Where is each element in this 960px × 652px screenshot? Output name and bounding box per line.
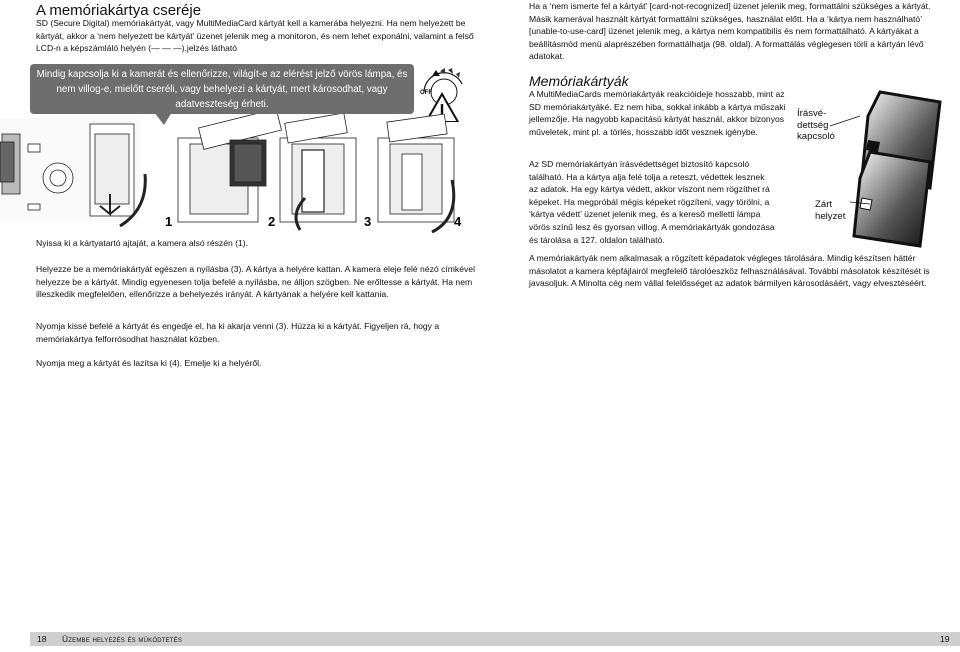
step-number-2: 2	[268, 214, 276, 229]
mmc-paragraph: A MultiMediaCards memóriakártyák reakcióideje hosszabb, mint az SD memóriakártyáké. Ez nem hiba, sokkal inkább a kártya műszaki jellemzője. Ha nagyobb kapacitású kártyát használ, akkor bizonyos műveletek, mint pl. a törlés, hosszabb időt vesznek igénybe.	[529, 89, 786, 137]
sd-paragraph: Az SD memóriakártyán írásvédettséget biztosító kapcsoló található. Ha a kártya alja felé tolja a reteszt, védettek lesznek az adatok. Ha egy kártya védett, akkor viszont nem rögzíthet rá képeket. Ha megpróbál mégis képeket rögzíteni, vagy törölni, a ‘kártya védett’ üzenet jelenik meg, és a kereső melletti lámpa vörös színű lesz és gyorsan villog. A memóriakártyák gondozása és tárolása a 127. oldalon található.	[529, 159, 775, 245]
step-number-3: 3	[364, 214, 372, 229]
step-1-text: Nyissa ki a kártyatartó ajtaját, a kamera alsó részén (1).	[36, 238, 249, 248]
intro-paragraph: SD (Secure Digital) memóriakártyát, vagy MultiMediaCard kártyát kell a kamerába helyezni. Ha nem helyezett be kártyát, akkor a ‘nem helyezett be kártyát’ üzenet jelenik meg a monitoron, és nem lehet exponálni, valamint a felső LCD-n a képszámláló helyén (— — —).jelzés látható	[36, 18, 474, 54]
page-number-left: 18	[37, 634, 47, 644]
step-number-4: 4	[454, 214, 462, 229]
format-note: Ha a ‘nem ismerte fel a kártyát’ [card-not-recognized] üzenet jelenik meg, formattálni szükséges a kártyát. Másik kamerával használt kártyát formattálni szükséges, használat előtt. Ha a ‘kártya nem használható’ [unable-to-use-card] üzenet jelenik meg, a kártya nem kompatibilis és nem formattálható. A kártyákat a beállításmód menü alaprészében formattálhatja (98. oldal). A formattálás véglegesen törli a kártyán lévő adatokat.	[529, 1, 931, 62]
sd-card-illustration	[780, 80, 950, 250]
card-insertion-illustrations	[0, 114, 470, 234]
footer-section-title: Üzembe helyezés és működtetés	[62, 634, 183, 644]
locked-position-label: Zárt helyzet	[815, 199, 846, 222]
step-3-text: Nyomja kissé befelé a kártyát és engedje el, ha ki akarja venni (3). Húzza ki a kártyát. Figyeljen rá, hogy a memóriakártya felforrósodhat használat közben.	[36, 321, 440, 344]
step-4-text: Nyomja meg a kártyát és lazítsa ki (4). Emelje ki a helyéről.	[36, 358, 262, 368]
dial-off-label: OFF	[420, 90, 432, 96]
warning-box: Mindig kapcsolja ki a kamerát és ellenőrizze, világít-e az elérést jelző vörös lámpa, és nem villog-e, mielőtt cseréli, vagy behelyezi a kártyát, mert károsodhat, vagy adatveszteség érheti.	[30, 64, 414, 114]
step-2-text: Helyezze be a memóriakártyát egészen a nyílásba (3). A kártya a helyére kattan. A kamera eleje felé nézó címkével helyezze be a kártyát. Mindig egyenesen tolja befelé a nyílásba, ne álljon szögben. Ne erőltesse a kártyát. Ha nem illeszkedik megfelelően, ellenőrizze a behelyezés irányát. A kártyának a helyére kell kattania.	[36, 264, 475, 300]
step-number-1: 1	[165, 214, 173, 229]
memory-cards-heading: Memóriakártyák	[529, 73, 629, 89]
storage-warning-paragraph: A memóriakártyák nem alkalmasak a rögzített képadatok végleges tárolására. Mindig készítsen háttér másolatot a kamera képfájlairól megfelelő tárolóeszköz felhasználásával. További másolatok készítését is javasoljuk. A Minolta cég nem vállal felelősséget az adatok bármilyen károsodásáért, vagy elvesztéséért.	[529, 253, 930, 289]
write-protect-label: Írásvé- dettség kapcsoló	[797, 108, 835, 142]
page-title: A memóriakártya cseréje	[36, 2, 202, 19]
page-number-right: 19	[940, 634, 950, 644]
